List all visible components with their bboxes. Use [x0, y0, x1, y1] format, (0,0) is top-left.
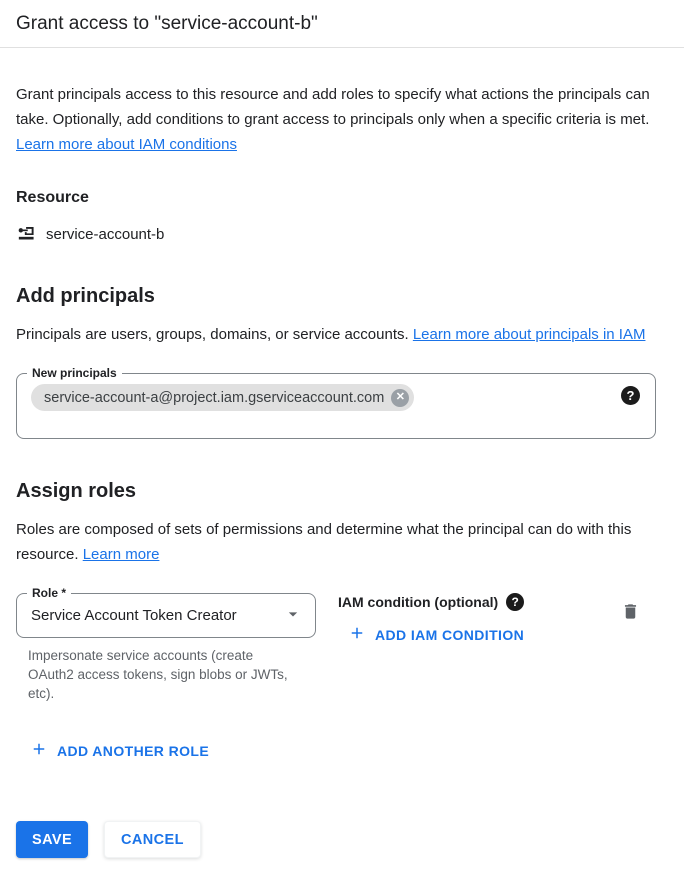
help-icon[interactable]: ? — [506, 593, 524, 611]
iam-condition-column — [338, 593, 524, 646]
service-account-key-icon — [16, 224, 37, 244]
dialog-header — [0, 0, 684, 48]
role-label: Role * — [27, 586, 71, 601]
add-principals-description-body: Principals are users, groups, domains, or service accounts. — [16, 326, 413, 343]
save-button[interactable]: SAVE — [16, 821, 88, 858]
new-principals-label: New principals — [27, 366, 122, 381]
intro-text-body: Grant principals access to this resource and add roles to specify what actions the principals can take. Optionally, add conditions to grant access to principals only when a specific criteria is met. — [16, 86, 650, 128]
cancel-button[interactable]: CANCEL — [104, 821, 201, 858]
add-iam-condition-label: ADD IAM CONDITION — [375, 626, 525, 643]
learn-more-principals-link[interactable]: Learn more about principals in IAM — [412, 326, 646, 343]
trash-icon — [621, 609, 640, 624]
resource-name: service-account-b — [46, 225, 165, 243]
iam-condition-label: IAM condition (optional) — [338, 594, 499, 610]
iam-condition-label-row — [338, 593, 524, 611]
add-another-role-button[interactable] — [30, 740, 209, 761]
resource-heading: Resource — [16, 189, 89, 206]
delete-column — [621, 593, 640, 625]
add-iam-condition-button[interactable] — [348, 624, 524, 645]
chevron-down-icon — [283, 604, 303, 628]
add-principals-heading: Add principals — [16, 285, 155, 307]
assign-roles-heading: Assign roles — [16, 480, 137, 502]
help-icon[interactable]: ? — [621, 386, 640, 405]
new-principals-field[interactable] — [16, 366, 656, 439]
role-select[interactable] — [16, 586, 316, 638]
close-icon[interactable]: ✕ — [391, 389, 409, 407]
role-helper-text: Impersonate service accounts (create OAuth2 access tokens, sign blobs or JWTs, etc). — [28, 648, 288, 701]
learn-more-iam-conditions-link[interactable]: Learn more about IAM conditions — [16, 136, 237, 153]
principal-chip-value: service-account-a@project.iam.gserviceaccount.com — [44, 389, 385, 406]
plus-icon — [30, 740, 48, 761]
intro-text — [16, 82, 664, 157]
dialog-content — [0, 82, 684, 762]
role-binding-row — [16, 586, 668, 703]
role-value: Service Account Token Creator — [31, 607, 237, 624]
add-another-role-label: ADD ANOTHER ROLE — [57, 742, 210, 759]
assign-roles-description — [16, 517, 664, 567]
principal-chip — [31, 384, 414, 411]
dialog-actions — [16, 821, 684, 858]
learn-more-roles-link[interactable]: Learn more — [82, 546, 160, 563]
delete-role-button[interactable] — [621, 602, 640, 624]
add-principals-description — [16, 322, 664, 347]
role-column — [16, 586, 316, 703]
assign-roles-description-body: Roles are composed of sets of permissions and determine what the principal can do with this resource. — [16, 521, 632, 563]
dialog-title: Grant access to "service-account-b" — [16, 13, 318, 34]
resource-row — [16, 224, 668, 244]
plus-icon — [348, 624, 366, 645]
